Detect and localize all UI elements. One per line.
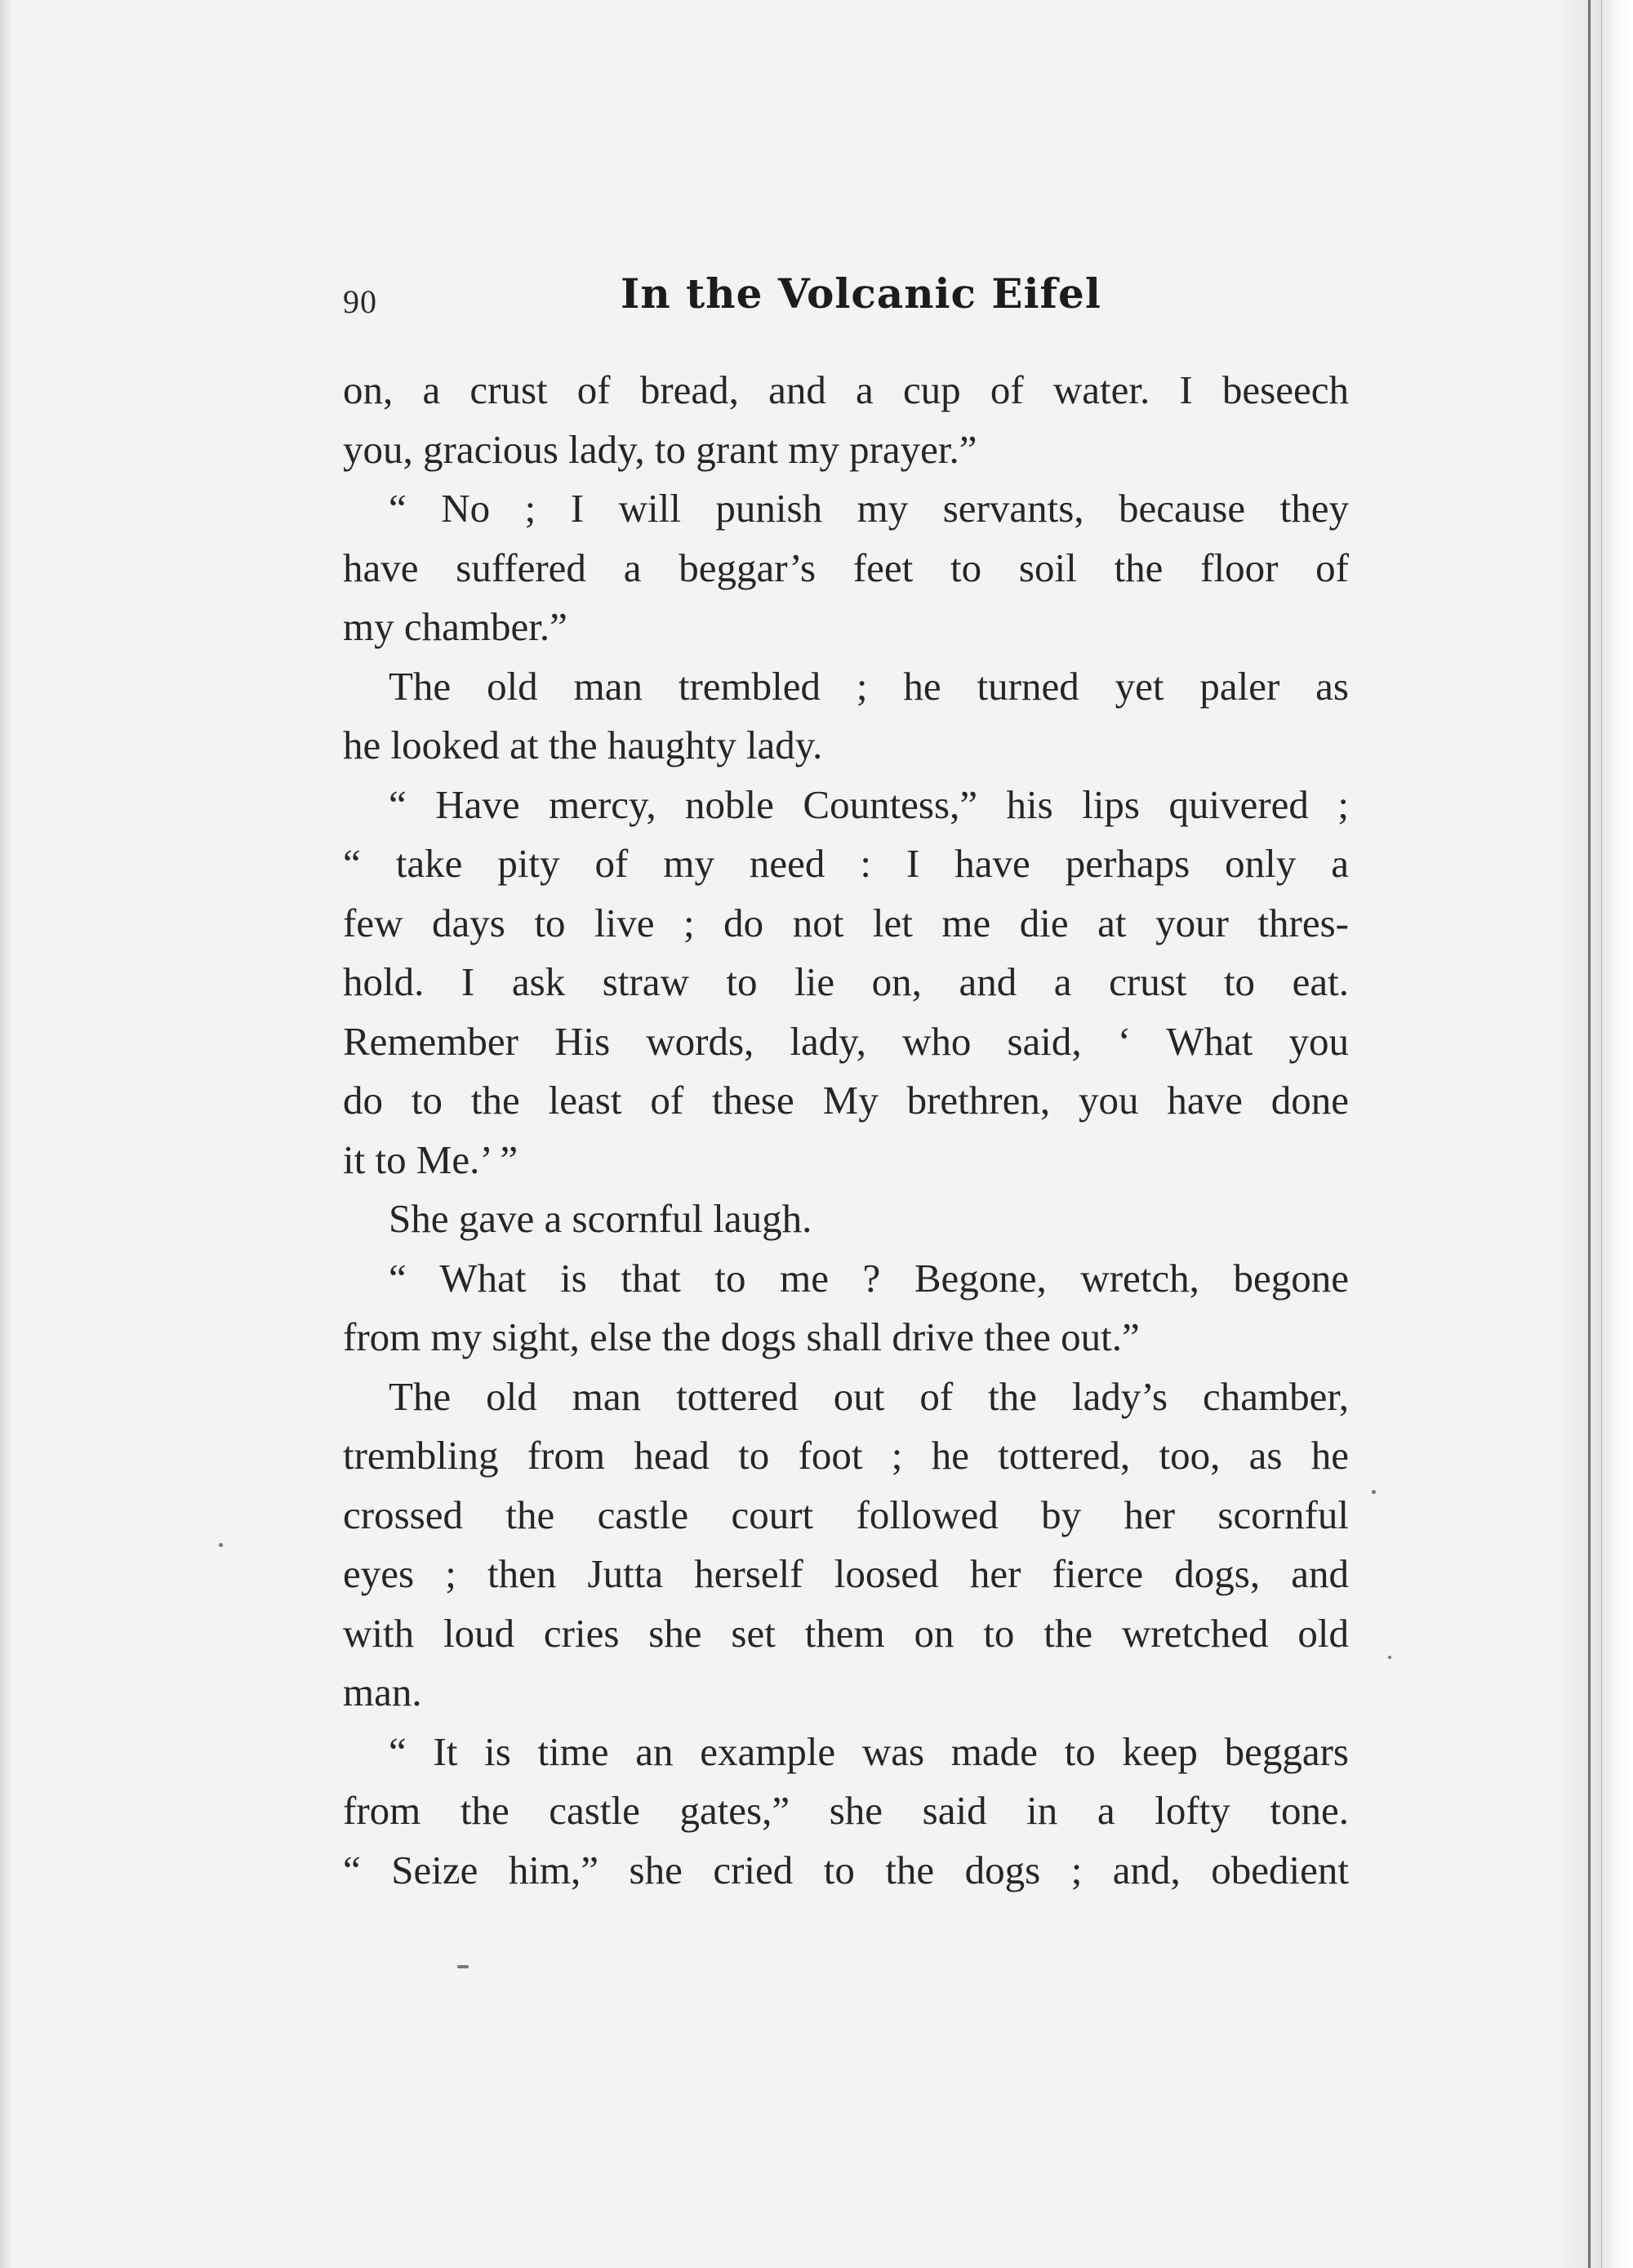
text-line: “ take pity of my need : I have perhaps only a bbox=[343, 841, 1349, 886]
text-line: “ What is that to me ? Begone, wretch, begone bbox=[389, 1255, 1349, 1301]
text-line: on, a crust of bread, and a cup of water. I beseech bbox=[343, 367, 1349, 412]
text-line: do to the least of these My brethren, you have done bbox=[343, 1078, 1349, 1123]
text-line: my chamber.” bbox=[343, 604, 567, 649]
page-number: 90 bbox=[343, 283, 377, 320]
page-right-edge bbox=[1560, 0, 1633, 2268]
text-line: from the castle gates,” she said in a lofty tone. bbox=[343, 1788, 1349, 1833]
text-line: “ Have mercy, noble Countess,” his lips quivered ; bbox=[389, 781, 1349, 827]
paper-speck bbox=[1372, 1490, 1376, 1494]
text-line: “ It is time an example was made to keep beggars bbox=[389, 1728, 1349, 1774]
binding-shadow-line-secondary bbox=[1601, 0, 1602, 2268]
text-line: few days to live ; do not let me die at your thres- bbox=[343, 900, 1349, 945]
text-line: from my sight, else the dogs shall drive thee out.” bbox=[343, 1314, 1140, 1359]
text-line: it to Me.’ ” bbox=[343, 1136, 518, 1182]
text-line: you, gracious lady, to grant my prayer.” bbox=[343, 426, 977, 472]
text-line: The old man trembled ; he turned yet paler as bbox=[389, 663, 1349, 709]
text-line: The old man tottered out of the lady’s chamber, bbox=[389, 1373, 1349, 1419]
text-line: have suffered a beggar’s feet to soil the floor of bbox=[343, 545, 1349, 590]
page-header bbox=[343, 269, 1347, 335]
text-line: She gave a scornful laugh. bbox=[389, 1196, 812, 1241]
running-head: In the Volcanic Eifel bbox=[621, 269, 1101, 318]
text-line: hold. I ask straw to lie on, and a crust to eat. bbox=[343, 959, 1349, 1004]
text-line: he looked at the haughty lady. bbox=[343, 723, 823, 767]
text-line: crossed the castle court followed by her scornful bbox=[343, 1492, 1349, 1537]
text-line: Remember His words, lady, who said, ‘ What you bbox=[343, 1018, 1349, 1064]
page-left-edge bbox=[0, 0, 15, 2268]
text-line: man. bbox=[343, 1670, 422, 1714]
paper-speck bbox=[457, 1965, 469, 1968]
paper-speck bbox=[219, 1543, 223, 1547]
binding-shadow-line bbox=[1588, 0, 1591, 2268]
paper-speck bbox=[1388, 1656, 1391, 1659]
text-line: eyes ; then Jutta herself loosed her fierce dogs, and bbox=[343, 1551, 1349, 1596]
text-line: with loud cries she set them on to the wretched old bbox=[343, 1610, 1349, 1656]
text-line: trembling from head to foot ; he tottered, too, as he bbox=[343, 1433, 1349, 1478]
text-line: “ Seize him,” she cried to the dogs ; and, obedient bbox=[343, 1847, 1349, 1892]
text-line: “ No ; I will punish my servants, because they bbox=[389, 486, 1349, 531]
body-text bbox=[343, 361, 1349, 1900]
